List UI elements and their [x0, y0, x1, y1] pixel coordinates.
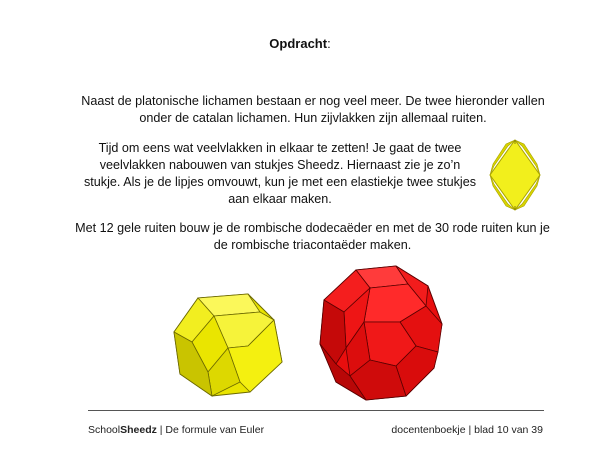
- intro-paragraph: Naast de platonische lichamen bestaan er nog veel meer. De twee hieronder vallen onder de catalan lichamen. Hun zijvlakken zijn allemaal ruiten.: [81, 94, 545, 125]
- heading-colon: :: [327, 36, 331, 51]
- footer-left: [88, 424, 264, 436]
- build-paragraph: Met 12 gele ruiten bouw je de rombische dodecaëder en met de 30 rode ruiten kun je de rombische triacontaëder maken.: [75, 221, 550, 252]
- footer-divider: [88, 410, 544, 411]
- heading-title: Opdracht: [269, 36, 328, 51]
- brand-prefix: School: [88, 424, 121, 436]
- footer-doc-title: | De formule van Euler: [156, 424, 265, 436]
- rhombic-dodecahedron-model: [170, 292, 300, 402]
- footer-page-info: docentenboekje | blad 10 van 39: [391, 424, 543, 436]
- instructions-paragraph: Tijd om eens wat veelvlakken in elkaar te zetten! Je gaat de twee veelvlakken nabouwen van stukjes Sheedz. Hiernaast zie je zo’n stukje. Als je de lipjes omvouwt, kun je met een elastiekje twee stukjes aan elkaar maken.: [84, 141, 476, 206]
- rhombic-triacontahedron-model: [316, 264, 446, 404]
- brand-name: Sheedz: [120, 424, 157, 436]
- sheedz-piece-illustration: [482, 136, 548, 214]
- assignment-heading: [0, 36, 600, 51]
